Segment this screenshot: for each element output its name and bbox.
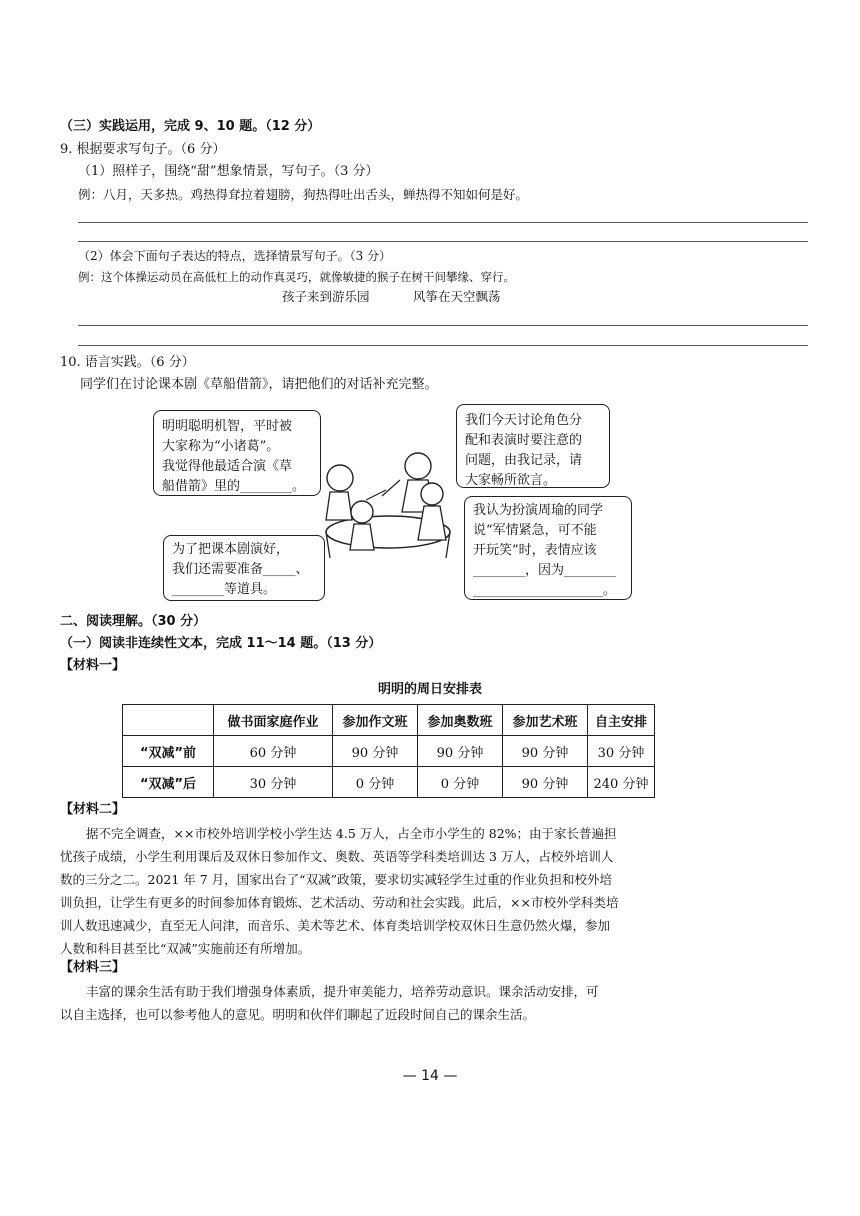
table-cell: 30 分钟 bbox=[214, 767, 333, 798]
table-row bbox=[123, 736, 655, 767]
table-cell: “双减”后 bbox=[123, 767, 214, 798]
speech-bubble-bottom-left: 为了把课本剧演好， 我们还需要准备_____、 ________等道具。 bbox=[163, 535, 325, 601]
q10-title: 10. 语言实践。（6 分） bbox=[60, 355, 195, 370]
speech-bubble-top-right: 我们今天讨论角色分 配和表演时要注意的 问题，由我记录，请 大家畅所欲言。 bbox=[456, 404, 610, 488]
material2-label: 【材料二】 bbox=[60, 802, 126, 817]
table-cell: 90 分钟 bbox=[333, 736, 418, 767]
material1-label: 【材料一】 bbox=[60, 658, 126, 673]
material3-text: 丰富的课余生活有助于我们增强身体素质，提升审美能力，培养劳动意识。课余活动安排，可 以自主选择，也可以参考他人的意见。明明和伙伴们聊起了近段时间自己的课余生活。 bbox=[60, 984, 599, 1022]
part2-title: 二、阅读理解。（30 分） bbox=[60, 614, 207, 629]
table-cell: 240 分钟 bbox=[588, 767, 655, 798]
q9-part2-title: （2）体会下面句子表达的特点，选择情景写句子。（3 分） bbox=[78, 249, 392, 263]
q9-option-1: 孩子来到游乐园 bbox=[282, 289, 370, 304]
answer-line[interactable] bbox=[78, 325, 808, 326]
section-title: （三）实践运用，完成 9、10 题。（12 分） bbox=[60, 119, 321, 134]
answer-line[interactable] bbox=[78, 345, 808, 346]
table-header-cell bbox=[123, 705, 214, 736]
table-cell: “双减”前 bbox=[123, 736, 214, 767]
table-cell: 0 分钟 bbox=[418, 767, 503, 798]
part2-subtitle: （一）阅读非连续性文本，完成 11～14 题。（13 分） bbox=[60, 636, 382, 651]
table-cell: 30 分钟 bbox=[588, 736, 655, 767]
material3-label: 【材料三】 bbox=[60, 960, 126, 975]
table-header-cell: 参加艺术班 bbox=[503, 705, 588, 736]
q9-title: 9. 根据要求写句子。（6 分） bbox=[60, 142, 226, 157]
speech-bubble-top-left: 明明聪明机智，平时被 大家称为“小诸葛”。 我觉得他最适合演《草 船借箭》里的________。 bbox=[153, 410, 321, 496]
table-cell: 90 分钟 bbox=[418, 736, 503, 767]
q9-part1-example: 例：八月，天多热。鸡热得耷拉着翅膀，狗热得吐出舌头，蝉热得不知如何是好。 bbox=[78, 187, 529, 202]
q9-option-2: 风筝在天空飘荡 bbox=[413, 289, 501, 304]
table-cell: 0 分钟 bbox=[333, 767, 418, 798]
table-header-cell: 参加作文班 bbox=[333, 705, 418, 736]
material2-text: 据不完全调查，××市校外培训学校小学生达 4.5 万人，占全市小学生的 82%；由于家长普遍担 忧孩子成绩，小学生利用课后及双休日参加作文、奥数、英语等学科类培训达 3 万人，占校外培训人 数的三分之二。2021 年 7 月，国家出台了“双减”政策，要求切实减轻学生过重的作业负担和校外培 训负担，让学生有更多的时间参加体育锻炼、艺术活动、劳动和社会实践。此后，××市校外学科类培 训人数迅速减少，直至无人问津，而音乐、美术等艺术、体育类培训学校双休日生意仍然火爆，参加 人数和科目甚至比“双减”实施前还有所增加。 bbox=[60, 826, 619, 956]
schedule-table bbox=[122, 704, 655, 798]
table-cell: 90 分钟 bbox=[503, 767, 588, 798]
table-header-cell: 参加奥数班 bbox=[418, 705, 503, 736]
table-cell: 90 分钟 bbox=[503, 736, 588, 767]
q10-intro: 同学们在讨论课本剧《草船借箭》，请把他们的对话补充完整。 bbox=[80, 377, 438, 392]
table-title: 明明的周日安排表 bbox=[377, 682, 482, 697]
students-illustration bbox=[300, 440, 470, 570]
table-cell: 60 分钟 bbox=[214, 736, 333, 767]
table-header-row bbox=[123, 705, 655, 736]
table-header-cell: 做书面家庭作业 bbox=[214, 705, 333, 736]
table-header-cell: 自主安排 bbox=[588, 705, 655, 736]
page-number: — 14 — bbox=[402, 1068, 458, 1084]
answer-line[interactable] bbox=[78, 241, 808, 242]
table-row bbox=[123, 767, 655, 798]
q9-part2-example: 例：这个体操运动员在高低杠上的动作真灵巧，就像敏捷的猴子在树干间攀缘、穿行。 bbox=[78, 270, 515, 284]
speech-bubble-bottom-right: 我认为扮演周瑜的同学 说“军情紧急，可不能 开玩笑”时，表情应该 ________，因为________ ____________________。 bbox=[464, 496, 632, 600]
answer-line[interactable] bbox=[78, 222, 808, 223]
q9-part1-title: （1）照样子，围绕“甜”想象情景，写句子。（3 分） bbox=[78, 164, 379, 179]
